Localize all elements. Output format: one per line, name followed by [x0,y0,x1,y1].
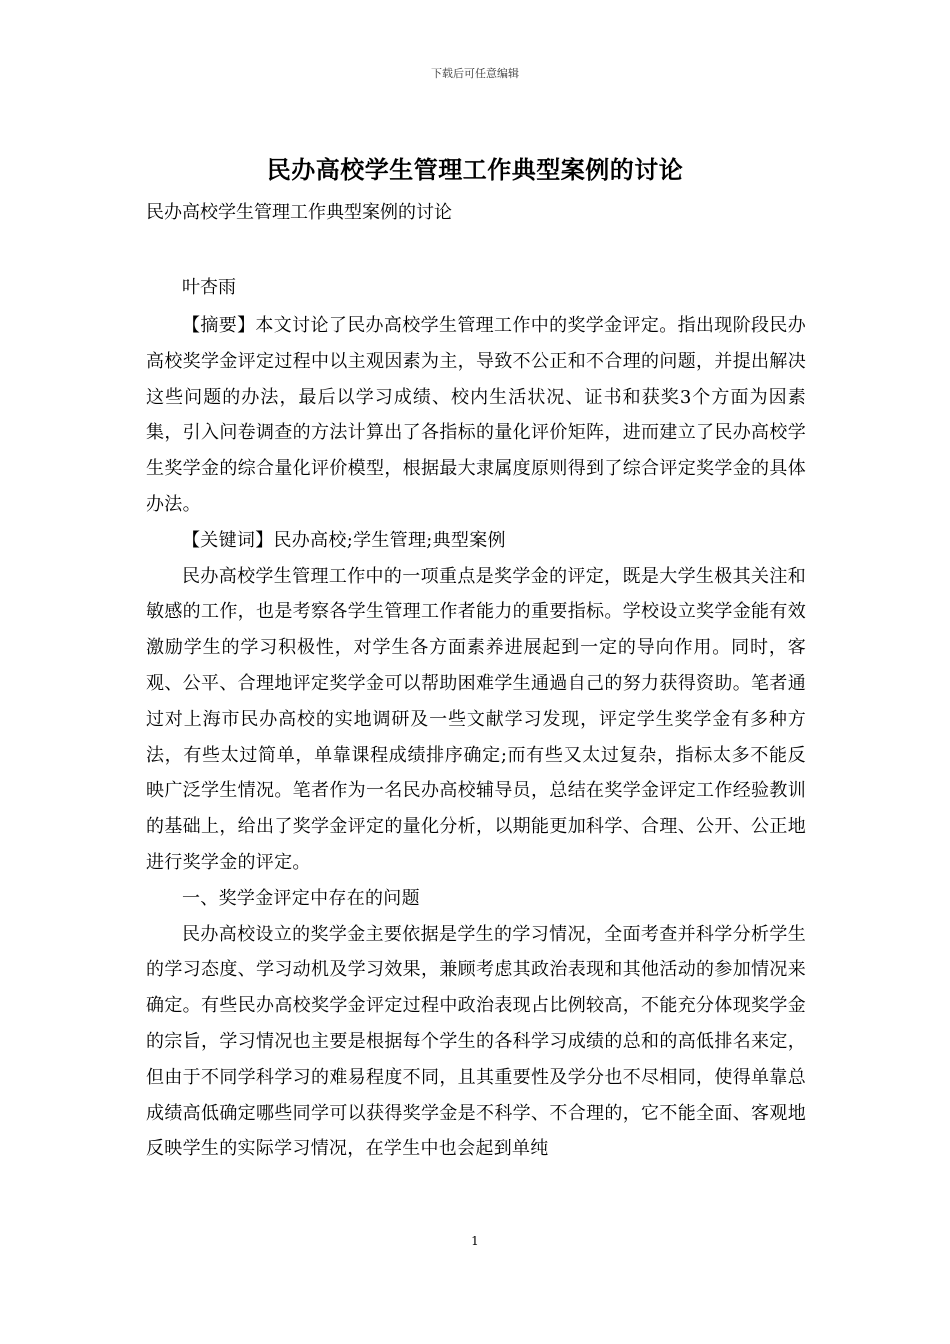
body-paragraph: 民办高校设立的奖学金主要依据是学生的学习情况，全面考查并科学分析学生的学习态度、学习动机及学习效果，兼顾考虑其政治表现和其他活动的参加情况来确定。有些民办高校奖学金评定过程中政治表现占比例较高，不能充分体现奖学金的宗旨，学习情况也主要是根据每个学生的各科学习成绩的总和的高低排名来定，但由于不同学科学习的难易程度不同，且其重要性及学分也不尽相同，使得单靠总成绩高低确定哪些同学可以获得奖学金是不科学、不合理的，它不能全面、客观地反映学生的实际学习情况，在学生中也会起到单纯 [146,923,806,1160]
page-number: 1 [471,1234,479,1248]
keywords-paragraph: 【关键词】民办高校;学生管理;典型案例 [182,529,506,551]
author-name: 叶杏雨 [182,277,236,298]
section-heading: 一、奖学金评定中存在的问题 [182,887,420,909]
document-subtitle: 民办高校学生管理工作典型案例的讨论 [146,202,452,223]
header-note: 下载后可任意编辑 [431,67,519,80]
document-title: 民办高校学生管理工作典型案例的讨论 [266,155,684,184]
abstract-paragraph: 【摘要】本文讨论了民办高校学生管理工作中的奖学金评定。指出现阶段民办高校奖学金评定过程中以主观因素为主，导致不公正和不合理的问题，并提出解决这些问题的办法，最后以学习成绩、校内生活状况、证书和获奖3个方面为因素集，引入问卷调查的方法计算出了各指标的量化评价矩阵，进而建立了民办高校学生奖学金的综合量化评价模型，根据最大隶属度原则得到了综合评定奖学金的具体办法。 [146,315,806,515]
body-paragraph: 民办高校学生管理工作中的一项重点是奖学金的评定，既是大学生极其关注和敏感的工作，也是考察各学生管理工作者能力的重要指标。学校设立奖学金能有效激励学生的学习积极性，对学生各方面素养进展起到一定的导向作用。同时，客观、公平、合理地评定奖学金可以帮助困难学生通過自己的努力获得资助。笔者通过对上海市民办高校的实地调研及一些文献学习发现，评定学生奖学金有多种方法，有些太过简单，单靠课程成绩排序确定;而有些又太过复杂，指标太多不能反映广泛学生情况。笔者作为一名民办高校辅导员，总结在奖学金评定工作经验教训的基础上，给出了奖学金评定的量化分析，以期能更加科学、合理、公开、公正地进行奖学金的评定。 [146,565,806,873]
document-body [146,308,806,1167]
